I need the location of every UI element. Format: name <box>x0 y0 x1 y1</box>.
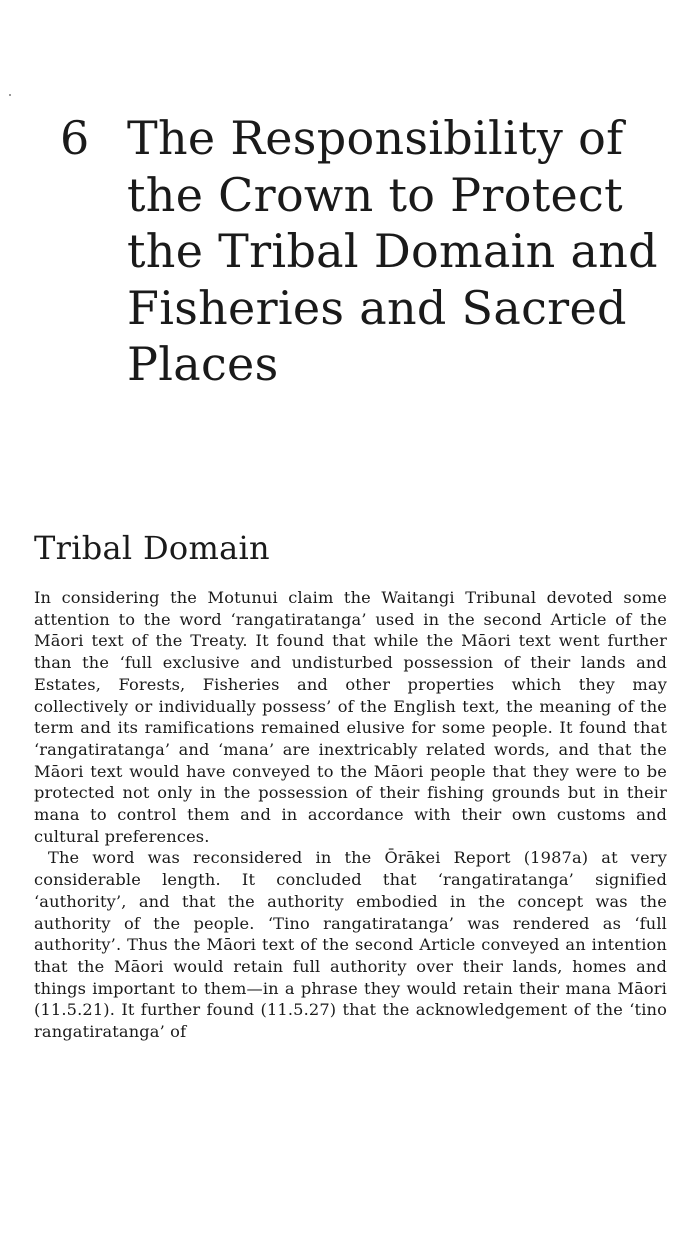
chapter-number: 6 <box>60 111 90 165</box>
section-heading: Tribal Domain <box>34 529 270 567</box>
paragraph-1: In considering the Motunui claim the Waitangi Tribunal devoted some attention to the word ‘rangatiratanga’ used in the second Article of the Māori text of the Treaty. It found that while the Māori text went further than the ‘full exclusive and undisturbed possession of their lands and Estates, Forests, Fisheries and other properties which they may collectively or individually possess’ of the English text, the meaning of the term and its ramifications remained elusive for some people. It found that ‘rangatiratanga’ and ‘mana’ are inextricably related words, and that the Māori text would have conveyed to the Māori people that they were to be protected not only in the possession of their fishing grounds but in their mana to control them and in accordance with their own customs and cultural preferences. <box>34 588 667 846</box>
chapter-title: The Responsibility of the Crown to Protect the Tribal Domain and Fisheries and Sacred Places <box>127 111 658 391</box>
body-text <box>34 587 667 1043</box>
scan-speck <box>9 94 11 96</box>
paragraph-2: The word was reconsidered in the Ōrākei Report (1987a) at very considerable length. It concluded that ‘rangatiratanga’ signified ‘authority’, and that the authority embodied in the concept was the authority of the people. ‘Tino rangatiratanga’ was rendered as ‘full authority’. Thus the Māori text of the second Article conveyed an intention that the Māori would retain full authority over their lands, homes and things important to them—in a phrase they would retain their mana Māori (11.5.21). It further found (11.5.27) that the acknowledgement of the ‘tino rangatiratanga’ of <box>34 848 667 1042</box>
